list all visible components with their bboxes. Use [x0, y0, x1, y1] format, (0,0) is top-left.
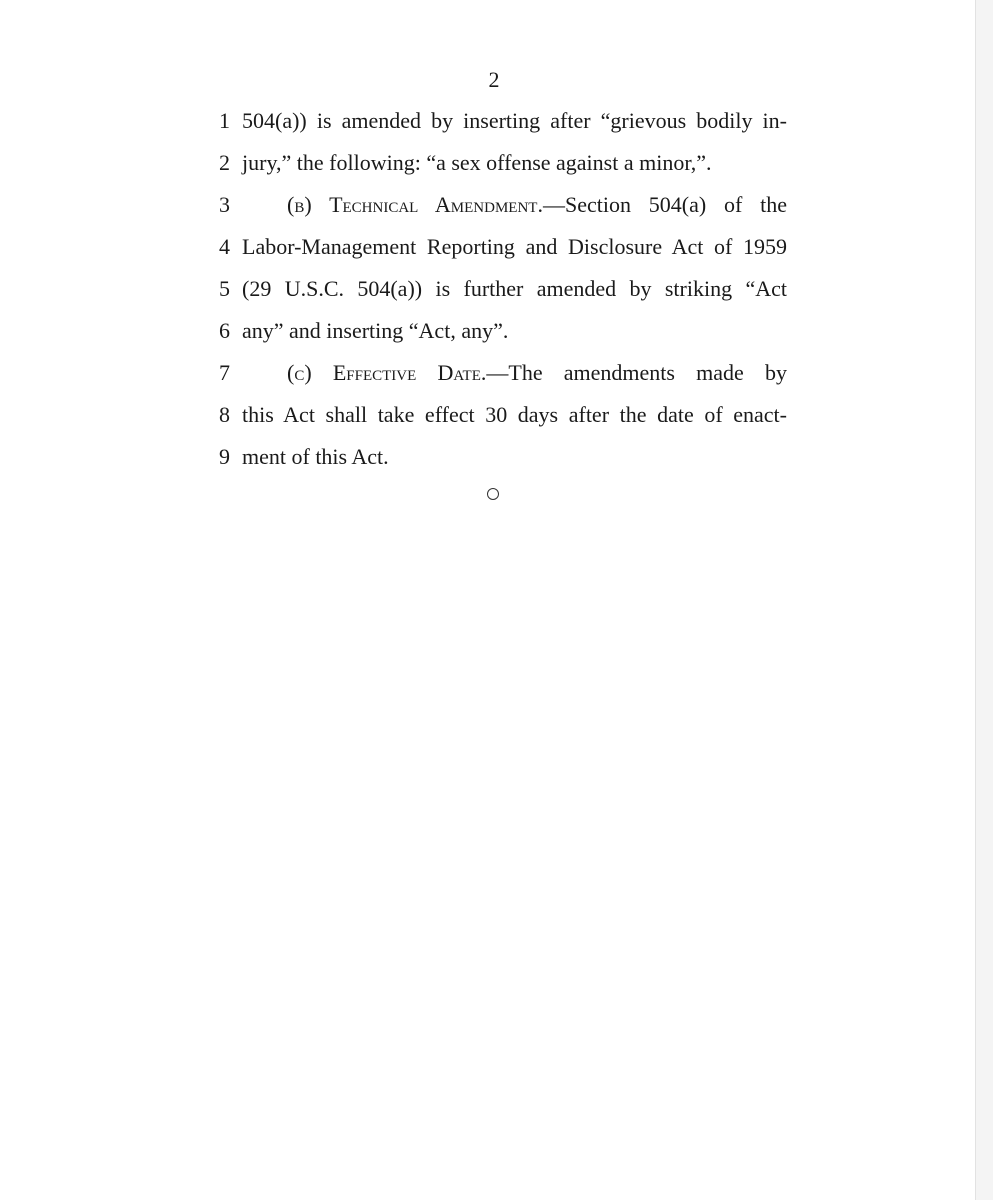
subsection-heading: (b) Technical Amendment.	[287, 192, 543, 217]
line-number: 1	[219, 108, 230, 133]
bill-line	[0, 442, 800, 472]
page-edge	[975, 0, 993, 1200]
bill-line	[0, 358, 800, 388]
line-text: this Act shall take effect 30 days after the date of enact-	[242, 402, 787, 427]
line-number: 2	[219, 150, 230, 175]
line-number: 7	[219, 360, 230, 385]
line-text	[287, 190, 787, 220]
line-number: 4	[219, 234, 230, 259]
page-number: 2	[488, 67, 500, 92]
line-number: 8	[219, 402, 230, 427]
bill-line	[0, 232, 800, 262]
line-text: jury,” the following: “a sex offense against a minor,”.	[242, 150, 712, 175]
end-of-document-circle-icon	[487, 488, 499, 500]
bill-line	[0, 316, 800, 346]
subsection-heading: (c) Effective Date.	[287, 360, 487, 385]
bill-line	[0, 400, 800, 430]
subsection-text: —The amendments made by	[486, 360, 787, 385]
bill-line	[0, 190, 800, 220]
line-text: ment of this Act.	[242, 444, 389, 469]
line-number: 6	[219, 318, 230, 343]
line-text: (29 U.S.C. 504(a)) is further amended by striking “Act	[242, 276, 787, 301]
line-text: any” and inserting “Act, any”.	[242, 318, 509, 343]
bill-line	[0, 148, 800, 178]
line-text: Labor-Management Reporting and Disclosure Act of 1959	[242, 234, 787, 259]
line-text: 504(a)) is amended by inserting after “grievous bodily in-	[242, 108, 787, 133]
line-number: 9	[219, 444, 230, 469]
line-text	[287, 358, 787, 388]
bill-line	[0, 106, 800, 136]
subsection-text: —Section 504(a) of the	[542, 192, 787, 217]
bill-line	[0, 274, 800, 304]
line-number: 3	[219, 192, 230, 217]
line-number: 5	[219, 276, 230, 301]
